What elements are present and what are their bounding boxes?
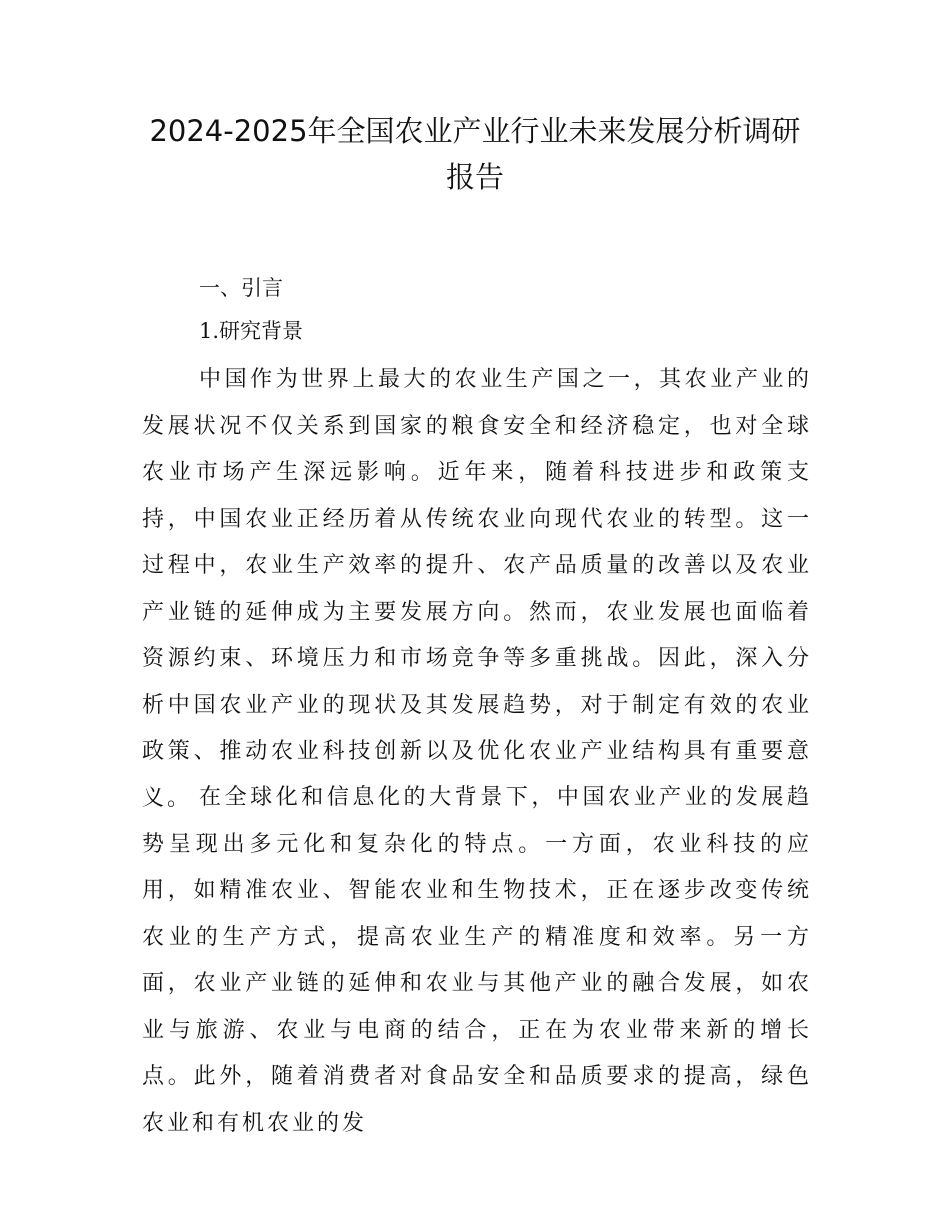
body-paragraph: 在全球化和信息化的大背景下，中国农业产业的发展趋势呈现出多元化和复杂化的特点。一方面，农业科技的应用，如精准农业、智能农业和生物技术，正在逐步改变传统农业的生产方式，提高农业生产的精准度和效率。另一方面，农业产业链的延伸和农业与其他产业的融合发展，如农业与旅游、农业与电商的结合，正在为农业带来新的增长点。此外，随着消费者对食品安全和品质要求的提高，绿色农业和有机农业的发 xyxy=(142,785,812,1136)
sub-heading: 1.研究背景 xyxy=(199,319,304,343)
body-paragraph: 中国作为世界上最大的农业生产国之一，其农业产业的发展状况不仅关系到国家的粮食安全和经济稳定，也对全球农业市场产生深远影响。近年来，随着科技进步和政策支持，中国农业正经历着从传统农业向现代农业的转型。这一过程中，农业生产效率的提升、农产品质量的改善以及农业产业链的延伸成为主要发展方向。然而，农业发展也面临着资源约束、环境压力和市场竞争等多重挑战。因此，深入分析中国农业产业的现状及其发展趋势，对于制定有效的农业政策、推动农业科技创新以及优化农业产业结构具有重要意义。 xyxy=(142,367,812,811)
document-title: 2024-2025年全国农业产业行业未来发展分析调研报告 xyxy=(149,114,801,194)
section-heading: 一、引言 xyxy=(199,276,283,300)
